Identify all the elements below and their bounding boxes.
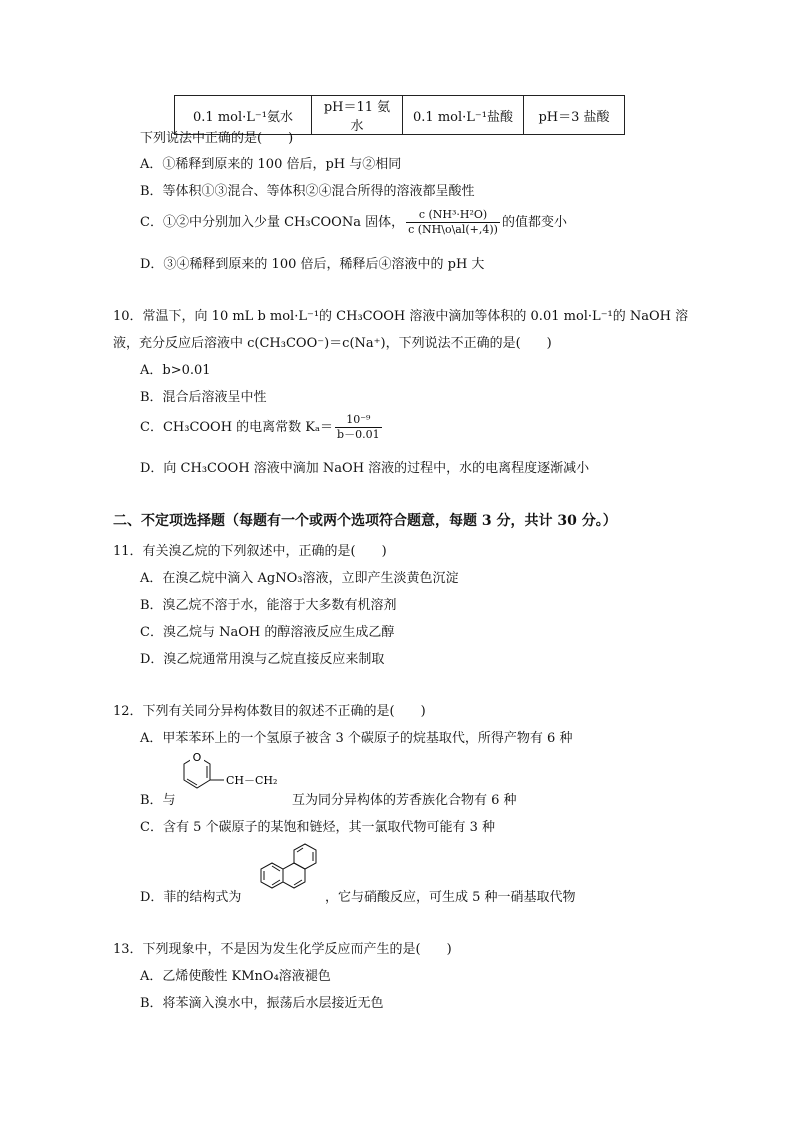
q12-stem: 12．下列有关同分异构体数目的叙述不正确的是( ) — [113, 704, 426, 719]
q9-option-b: B．等体积①③混合、等体积②④混合所得的溶液都呈酸性 — [140, 184, 475, 199]
q13-option-a: A．乙烯使酸性 KMnO₄溶液褪色 — [140, 969, 331, 984]
q11-option-d: D．溴乙烷通常用溴与乙烷直接反应来制取 — [140, 652, 385, 667]
section-2-title: 二、不定项选择题（每题有一个或两个选项符合题意，每题 3 分，共计 30 分。） — [113, 513, 617, 529]
q10-option-c-text: C．CH₃COOH 的电离常数 Kₐ＝ — [140, 420, 334, 435]
q12-option-d-prefix: D．菲的结构式为 — [140, 890, 242, 905]
q10-fraction — [335, 413, 382, 442]
q9-fraction — [406, 208, 500, 237]
q12-option-c: C．含有 5 个碳原子的某饱和链烃，其一氯取代物可能有 3 种 — [140, 820, 496, 835]
q9-fraction-numerator: c (NH³·H²O) — [406, 208, 500, 223]
q11-option-b: B．溴乙烷不溶于水，能溶于大多数有机溶剂 — [140, 598, 397, 613]
q11-option-c: C．溴乙烷与 NaOH 的醇溶液反应生成乙醇 — [140, 625, 395, 640]
q9-option-c-text: C．①②中分别加入少量 CH₃COONa 固体， — [140, 215, 405, 230]
q9-option-c-tail: 的值都变小 — [501, 215, 567, 230]
phenanthrene-structure-icon — [250, 838, 330, 902]
pyran-oxygen-label: O — [192, 751, 202, 764]
q10-option-c — [140, 413, 384, 442]
table-cell-2: pH＝11 氨水 — [312, 96, 403, 135]
q10-fraction-numerator: 10⁻⁹ — [335, 413, 382, 428]
q13-stem: 13．下列现象中，不是因为发生化学反应而产生的是( ) — [113, 942, 452, 957]
q9-fraction-denominator: c (NH\o\al(+,4)) — [408, 223, 498, 236]
q9-option-c — [140, 208, 567, 237]
q10-stem-line1: 10．常温下，向 10 mL b mol·L⁻¹的 CH₃COOH 溶液中滴加等体积的 0.01 mol·L⁻¹的 NaOH 溶 — [113, 309, 689, 324]
q9-stem: 下列说法中正确的是( ) — [140, 131, 294, 146]
q10-fraction-denominator: b－0.01 — [337, 428, 380, 441]
q9-option-d: D．③④稀释到原来的 100 倍后，稀释后④溶液中的 pH 大 — [140, 257, 485, 272]
q12-option-a: A．甲苯苯环上的一个氢原子被含 3 个碳原子的烷基取代，所得产物有 6 种 — [140, 731, 573, 746]
q13-option-b: B．将苯滴入溴水中，振荡后水层接近无色 — [140, 996, 384, 1011]
q12-option-b-prefix: B．与 — [140, 793, 176, 808]
table-cell-1: 0.1 mol·L⁻¹氨水 — [175, 96, 312, 135]
q12-option-d-text: ，它与硝酸反应，可生成 5 种一硝基取代物 — [325, 890, 576, 905]
pyran-structure-icon — [170, 752, 300, 802]
vinyl-group-label: CH－CH₂ — [226, 774, 278, 787]
q9-option-a: A．①稀释到原来的 100 倍后，pH 与②相同 — [140, 157, 402, 172]
q12-option-b-text: 互为同分异构体的芳香族化合物有 6 种 — [292, 793, 517, 808]
q11-option-a: A．在溴乙烷中滴入 AgNO₃溶液，立即产生淡黄色沉淀 — [140, 571, 459, 586]
q11-stem: 11．有关溴乙烷的下列叙述中，正确的是( ) — [113, 544, 387, 559]
q10-option-b: B．混合后溶液呈中性 — [140, 390, 267, 405]
table-cell-4: pH＝3 盐酸 — [524, 96, 625, 135]
table-cell-3: 0.1 mol·L⁻¹盐酸 — [403, 96, 524, 135]
q10-option-d: D．向 CH₃COOH 溶液中滴加 NaOH 溶液的过程中，水的电离程度逐渐减小 — [140, 461, 590, 476]
q10-stem-line2: 液，充分反应后溶液中 c(CH₃COO⁻)＝c(Na⁺)，下列说法不正确的是( ) — [113, 336, 552, 351]
q10-option-a: A．b>0.01 — [140, 363, 211, 378]
